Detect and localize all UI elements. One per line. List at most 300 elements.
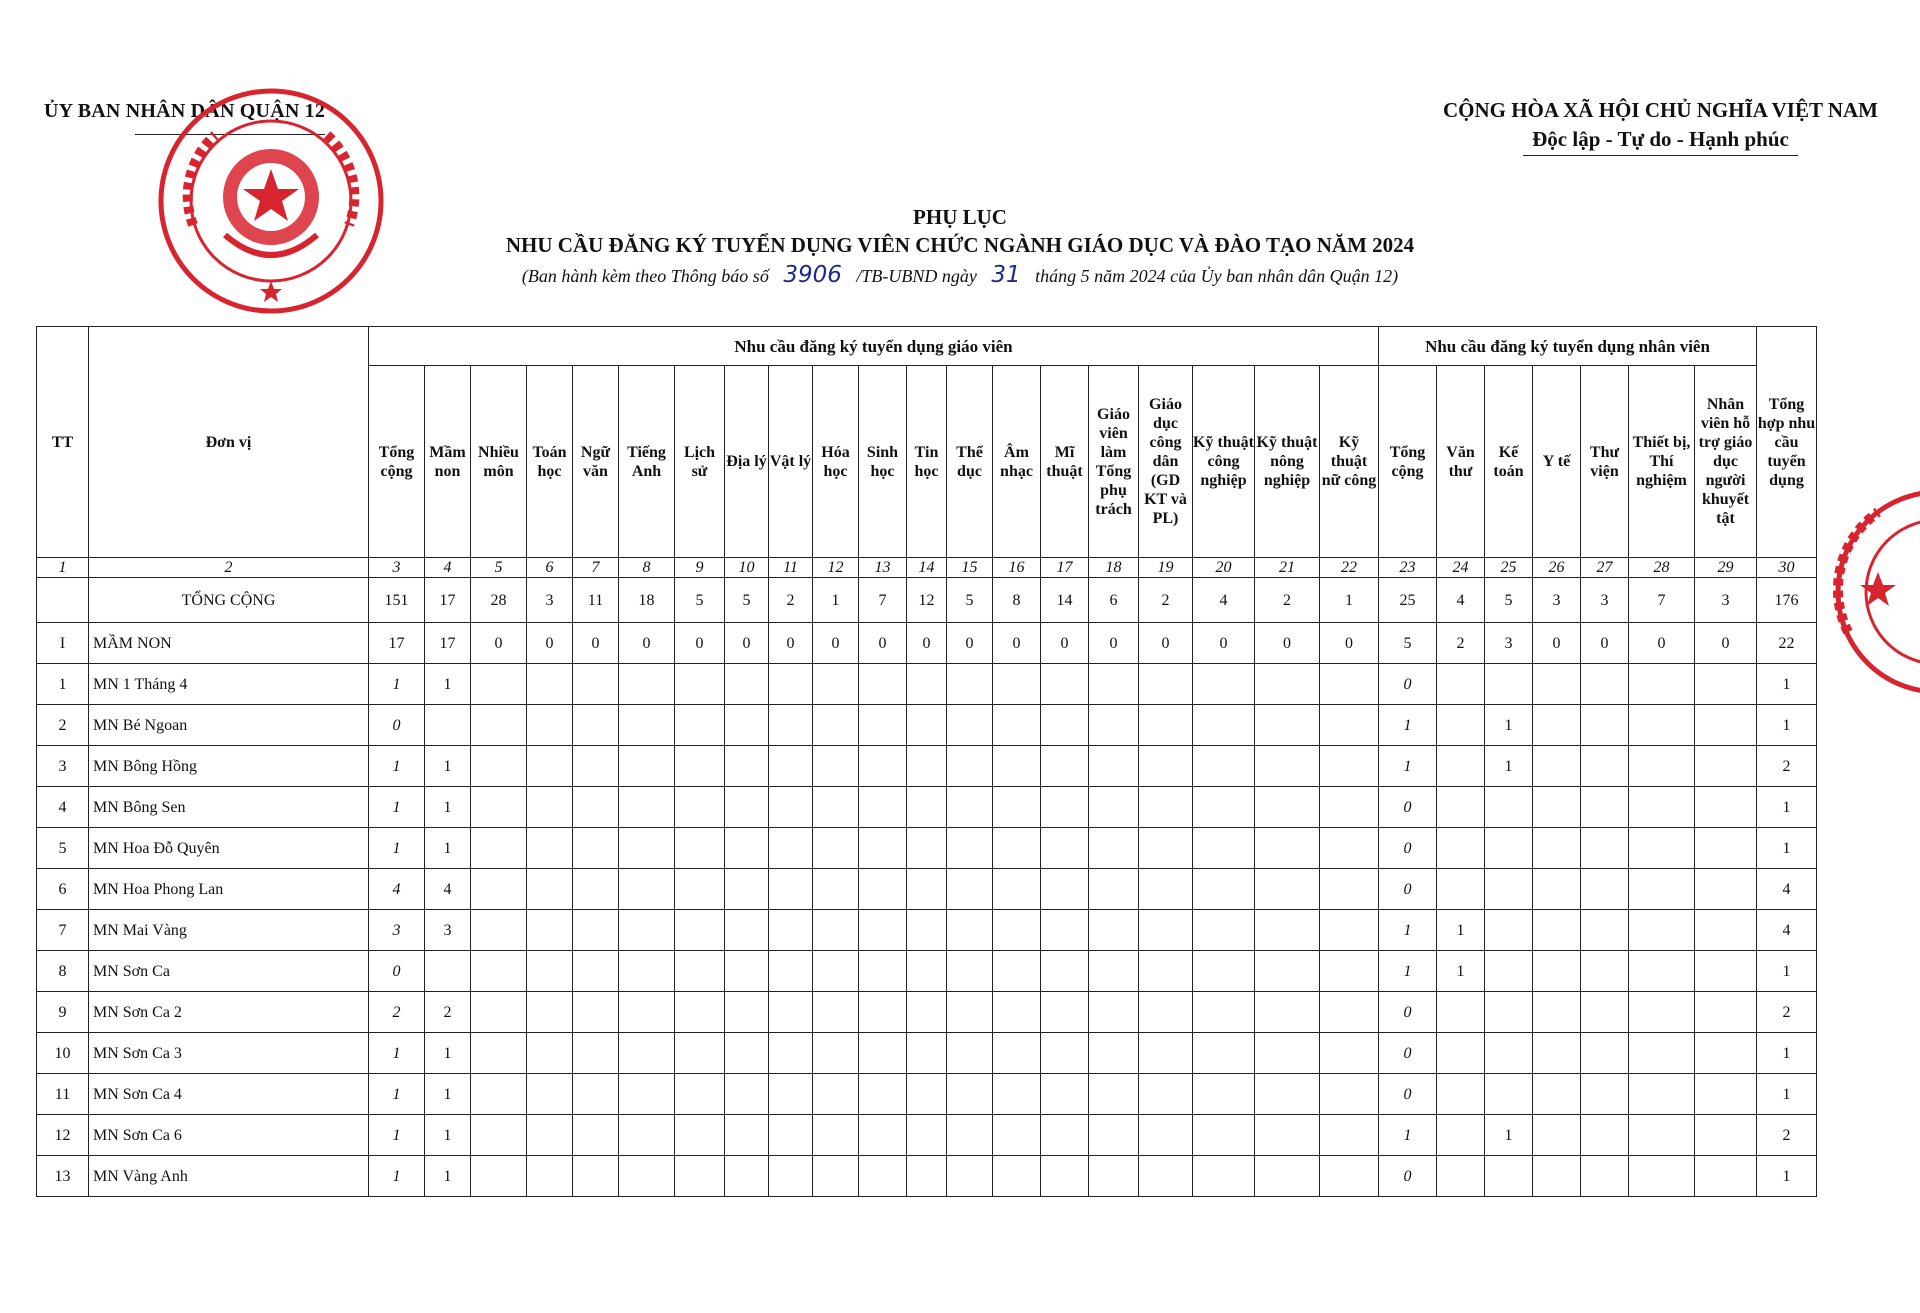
accountant-count [1485,1074,1533,1115]
total-value: 14 [1041,578,1089,623]
column-number: 6 [527,558,573,578]
empty-cell [1320,746,1379,787]
empty-cell [1320,1115,1379,1156]
empty-cell [907,869,947,910]
total-value: 1 [1320,578,1379,623]
table-row [37,992,1817,1033]
accountant-count [1485,664,1533,705]
empty-cell [573,1074,619,1115]
unit-name: MN Sơn Ca 3 [89,1033,369,1074]
appendix-label: PHỤ LỤC [913,205,1007,229]
empty-cell [1193,705,1255,746]
total-value: 3 [527,578,573,623]
empty-cell [527,869,573,910]
empty-cell [1581,746,1629,787]
document-number: 3906 [783,262,842,288]
total-value: 2 [1139,578,1193,623]
empty-cell [769,1033,813,1074]
accountant-count [1485,828,1533,869]
empty-cell [907,1033,947,1074]
table-row [37,828,1817,869]
empty-cell [993,828,1041,869]
empty-cell [1533,1074,1581,1115]
empty-cell [813,705,859,746]
total-value: 25 [1379,578,1437,623]
col-header-teacher: Âm nhạc [993,366,1041,558]
empty-cell [859,1074,907,1115]
empty-cell [725,787,769,828]
unit-name: MN Vàng Anh [89,1156,369,1197]
row-number: 1 [37,664,89,705]
teacher-total: 1 [369,746,425,787]
section-value: 0 [725,623,769,664]
empty-cell [725,664,769,705]
empty-cell [813,1115,859,1156]
empty-cell [907,787,947,828]
section-value: 0 [907,623,947,664]
empty-cell [725,1033,769,1074]
empty-cell [1320,910,1379,951]
empty-cell [527,1115,573,1156]
col-header-teacher: Lịch sử [675,366,725,558]
empty-cell [527,992,573,1033]
empty-cell [527,1074,573,1115]
empty-cell [471,1156,527,1197]
empty-cell [769,951,813,992]
empty-cell [1139,869,1193,910]
empty-cell [769,1156,813,1197]
empty-cell [769,746,813,787]
column-number: 11 [769,558,813,578]
empty-cell [675,746,725,787]
empty-cell [1581,951,1629,992]
total-value: 3 [1581,578,1629,623]
empty-cell [1533,664,1581,705]
empty-cell [813,992,859,1033]
preschool-count [425,951,471,992]
staff-total: 0 [1379,787,1437,828]
table-row [37,1156,1817,1197]
staff-total: 1 [1379,951,1437,992]
preschool-count: 2 [425,992,471,1033]
empty-cell [725,910,769,951]
group-header-teachers: Nhu cầu đăng ký tuyển dụng giáo viên [369,327,1379,366]
empty-cell [725,1115,769,1156]
empty-cell [1193,787,1255,828]
table-row [37,664,1817,705]
section-value: 0 [1533,623,1581,664]
column-number: 16 [993,558,1041,578]
empty-cell [1695,664,1757,705]
empty-cell [675,705,725,746]
empty-cell [1629,787,1695,828]
staff-total: 1 [1379,705,1437,746]
empty-cell [675,1033,725,1074]
empty-cell [1041,828,1089,869]
empty-cell [1255,910,1320,951]
empty-cell [1695,910,1757,951]
clerk-count [1437,746,1485,787]
empty-cell [1193,992,1255,1033]
preschool-count: 1 [425,1074,471,1115]
empty-cell [1581,1115,1629,1156]
empty-cell [859,1115,907,1156]
accountant-count: 1 [1485,1115,1533,1156]
accountant-count [1485,992,1533,1033]
section-value: 0 [813,623,859,664]
empty-cell [1629,828,1695,869]
teacher-total: 0 [369,951,425,992]
empty-cell [1533,705,1581,746]
section-value: 0 [527,623,573,664]
empty-cell [993,705,1041,746]
column-number: 14 [907,558,947,578]
empty-cell [769,1074,813,1115]
empty-cell [1320,705,1379,746]
empty-cell [1533,746,1581,787]
empty-cell [1193,869,1255,910]
table-row [37,705,1817,746]
empty-cell [619,705,675,746]
empty-cell [1255,869,1320,910]
total-value: 7 [1629,578,1695,623]
staff-total: 0 [1379,869,1437,910]
empty-cell [471,1033,527,1074]
empty-cell [619,1156,675,1197]
column-number: 26 [1533,558,1581,578]
empty-cell [1089,1156,1139,1197]
empty-cell [1320,828,1379,869]
accountant-count: 1 [1485,746,1533,787]
empty-cell [1193,951,1255,992]
empty-cell [1629,746,1695,787]
empty-cell [1193,910,1255,951]
empty-cell [859,1156,907,1197]
section-value: 0 [947,623,993,664]
row-number: 6 [37,869,89,910]
empty-cell [725,992,769,1033]
clerk-count: 1 [1437,951,1485,992]
empty-cell [573,1115,619,1156]
accountant-count [1485,1156,1533,1197]
column-number: 18 [1089,558,1139,578]
issuing-authority: ỦY BAN NHÂN DÂN QUẬN 12 [44,100,326,122]
section-label: MẦM NON [89,623,369,664]
table-row [37,1115,1817,1156]
teacher-total: 1 [369,1033,425,1074]
staff-total: 0 [1379,664,1437,705]
col-header-staff: Thư viện [1581,366,1629,558]
column-number: 10 [725,558,769,578]
empty-cell [907,992,947,1033]
unit-name: MN Bông Sen [89,787,369,828]
col-header-staff: Văn thư [1437,366,1485,558]
empty-cell [1041,664,1089,705]
empty-cell [1255,951,1320,992]
empty-cell [1089,992,1139,1033]
empty-cell [1629,1074,1695,1115]
col-header-teacher: Sinh học [859,366,907,558]
staff-total: 0 [1379,1033,1437,1074]
empty-cell [527,951,573,992]
empty-cell [619,1074,675,1115]
col-header-teacher: Kỹ thuật nữ công [1320,366,1379,558]
empty-cell [859,705,907,746]
empty-cell [947,1156,993,1197]
empty-cell [947,787,993,828]
clerk-count [1437,1033,1485,1074]
empty-cell [1581,1033,1629,1074]
table-row [37,869,1817,910]
staff-total: 0 [1379,1156,1437,1197]
empty-cell [471,910,527,951]
empty-cell [907,1074,947,1115]
teacher-total: 1 [369,1074,425,1115]
total-value: 7 [859,578,907,623]
empty-cell [993,1033,1041,1074]
column-number: 1 [37,558,89,578]
unit-name: MN 1 Tháng 4 [89,664,369,705]
preschool-count: 1 [425,828,471,869]
recruitment-table [36,326,1817,1197]
total-value: 3 [1533,578,1581,623]
empty-cell [1089,869,1139,910]
section-value: 0 [1320,623,1379,664]
empty-cell [619,951,675,992]
teacher-total: 1 [369,1115,425,1156]
empty-cell [675,828,725,869]
empty-cell [1581,992,1629,1033]
section-value: 0 [1041,623,1089,664]
empty-cell [1695,1033,1757,1074]
column-number: 29 [1695,558,1757,578]
clerk-count [1437,869,1485,910]
grand-total: 1 [1757,664,1817,705]
grand-total: 4 [1757,869,1817,910]
column-number: 3 [369,558,425,578]
empty-cell [1533,1033,1581,1074]
section-value: 0 [1139,623,1193,664]
empty-cell [813,1033,859,1074]
col-header-teacher: Giáo dục công dân (GD KT và PL) [1139,366,1193,558]
empty-cell [1695,828,1757,869]
empty-cell [1139,1156,1193,1197]
empty-cell [859,1033,907,1074]
clerk-count [1437,664,1485,705]
preschool-count: 1 [425,1115,471,1156]
staff-total: 1 [1379,910,1437,951]
unit-name: MN Bé Ngoan [89,705,369,746]
row-number: 9 [37,992,89,1033]
empty-cell [527,828,573,869]
section-value: 5 [1379,623,1437,664]
col-header-teacher: Kỹ thuật nông nghiệp [1255,366,1320,558]
empty-cell [573,992,619,1033]
empty-cell [1041,746,1089,787]
grand-total: 1 [1757,1074,1817,1115]
column-number: 13 [859,558,907,578]
empty-cell [471,992,527,1033]
section-value: 0 [769,623,813,664]
total-value: 176 [1757,578,1817,623]
empty-cell [1629,1156,1695,1197]
preschool-count: 4 [425,869,471,910]
col-header-teacher: Tiếng Anh [619,366,675,558]
empty-cell [993,1115,1041,1156]
col-header-staff: Thiết bị, Thí nghiệm [1629,366,1695,558]
section-value: 0 [1193,623,1255,664]
empty-cell [907,705,947,746]
empty-cell [1041,1074,1089,1115]
empty-cell [619,869,675,910]
empty-cell [1255,1115,1320,1156]
empty-cell [947,746,993,787]
empty-cell [725,828,769,869]
empty-cell [471,1074,527,1115]
teacher-total: 4 [369,869,425,910]
empty-cell [769,1115,813,1156]
empty-cell [1255,746,1320,787]
empty-cell [1533,910,1581,951]
empty-cell [1320,869,1379,910]
column-number: 28 [1629,558,1695,578]
empty-cell [1193,746,1255,787]
empty-cell [1139,828,1193,869]
empty-cell [1695,1156,1757,1197]
empty-cell [947,1115,993,1156]
empty-cell [1255,705,1320,746]
grand-total: 4 [1757,910,1817,951]
empty-cell [471,951,527,992]
empty-cell [1255,992,1320,1033]
empty-cell [1695,992,1757,1033]
clerk-count [1437,828,1485,869]
empty-cell [1139,951,1193,992]
section-number: I [37,623,89,664]
empty-cell [1139,992,1193,1033]
empty-cell [813,828,859,869]
grand-total: 1 [1757,951,1817,992]
teacher-total: 2 [369,992,425,1033]
teacher-total: 0 [369,705,425,746]
col-header-teacher: Mĩ thuật [1041,366,1089,558]
document-title: NHU CẦU ĐĂNG KÝ TUYỂN DỤNG VIÊN CHỨC NGÀNH GIÁO DỤC VÀ ĐÀO TẠO NĂM 2024 [505,233,1415,257]
table-row-total [37,578,1817,623]
empty-cell [993,869,1041,910]
empty-cell [993,910,1041,951]
column-number: 25 [1485,558,1533,578]
reference-middle: /TB-UBND ngày [856,266,977,286]
unit-name: MN Bông Hồng [89,746,369,787]
section-value: 0 [1255,623,1320,664]
grand-total: 1 [1757,787,1817,828]
section-value: 22 [1757,623,1817,664]
empty-cell [1089,705,1139,746]
empty-cell [813,664,859,705]
column-number: 5 [471,558,527,578]
empty-cell [1629,951,1695,992]
empty-cell [527,705,573,746]
empty-cell [1089,787,1139,828]
unit-name: MN Sơn Ca [89,951,369,992]
column-number: 12 [813,558,859,578]
empty-cell [907,828,947,869]
empty-cell [1041,1115,1089,1156]
col-header-teacher: Tổng cộng [369,366,425,558]
document-day: 31 [991,262,1021,288]
accountant-count [1485,1033,1533,1074]
empty-cell [769,869,813,910]
grand-total: 1 [1757,1033,1817,1074]
empty-cell [907,910,947,951]
empty-cell [527,664,573,705]
empty-cell [471,787,527,828]
col-header-teacher: Tin học [907,366,947,558]
section-value: 17 [369,623,425,664]
total-value: 17 [425,578,471,623]
empty-cell [993,951,1041,992]
empty-cell [725,705,769,746]
national-header [1443,98,1878,156]
preschool-count: 1 [425,787,471,828]
staff-total: 0 [1379,992,1437,1033]
empty-cell [471,664,527,705]
column-number: 20 [1193,558,1255,578]
section-value: 0 [993,623,1041,664]
empty-cell [769,992,813,1033]
empty-cell [1629,664,1695,705]
column-number: 27 [1581,558,1629,578]
clerk-count [1437,705,1485,746]
row-number: 13 [37,1156,89,1197]
empty-cell [1089,828,1139,869]
empty-cell [1139,910,1193,951]
empty-cell [907,1156,947,1197]
column-number: 21 [1255,558,1320,578]
empty-cell [1581,910,1629,951]
empty-cell [1041,787,1089,828]
empty-cell [619,1115,675,1156]
empty-cell [471,1115,527,1156]
row-number: 10 [37,1033,89,1074]
empty-cell [573,664,619,705]
empty-cell [1581,1074,1629,1115]
section-value: 2 [1437,623,1485,664]
col-header-staff: Tổng cộng [1379,366,1437,558]
empty-cell [573,1156,619,1197]
empty-cell [1581,705,1629,746]
empty-cell [527,910,573,951]
empty-cell [859,664,907,705]
empty-cell [947,869,993,910]
staff-total: 0 [1379,1074,1437,1115]
column-number: 19 [1139,558,1193,578]
empty-cell [1041,705,1089,746]
empty-cell [859,828,907,869]
row-number: 12 [37,1115,89,1156]
column-number: 2 [89,558,369,578]
column-number: 4 [425,558,471,578]
column-number: 17 [1041,558,1089,578]
empty-cell [1089,910,1139,951]
empty-cell [1089,1033,1139,1074]
row-number: 11 [37,1074,89,1115]
empty-cell [1193,1115,1255,1156]
teacher-total: 3 [369,910,425,951]
table-row [37,951,1817,992]
empty-cell [1581,787,1629,828]
col-header-staff: Nhân viên hỗ trợ giáo dục người khuyết tật [1695,366,1757,558]
